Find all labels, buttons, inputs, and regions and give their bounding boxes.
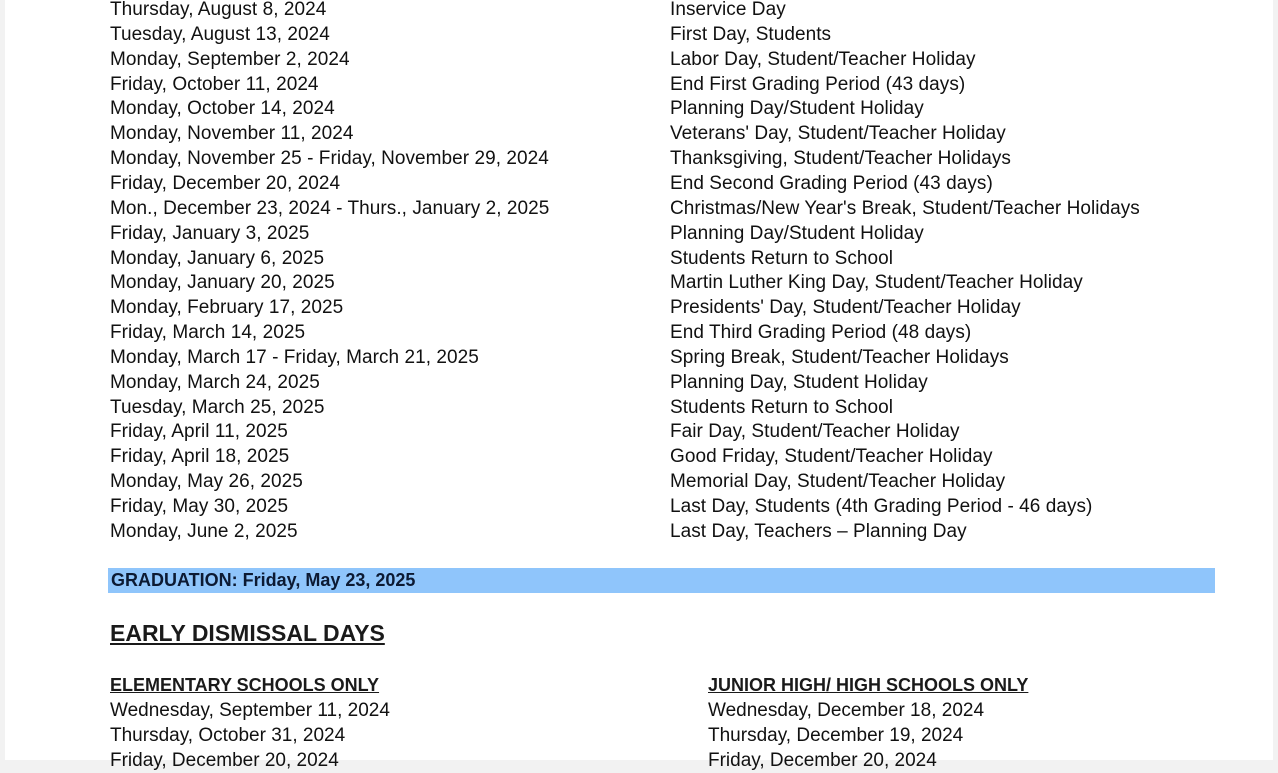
calendar-event: Fair Day, Student/Teacher Holiday: [670, 421, 960, 443]
calendar-date: Monday, March 24, 2025: [110, 371, 320, 393]
calendar-event: First Day, Students: [670, 23, 832, 45]
elementary-date: Wednesday, September 11, 2024: [110, 700, 390, 721]
calendar-event: Planning Day/Student Holiday: [670, 98, 924, 120]
calendar-date: Monday, November 11, 2024: [110, 123, 354, 145]
calendar-date: Friday, December 20, 2024: [110, 172, 341, 194]
calendar-date: Monday, October 14, 2024: [110, 98, 335, 120]
graduation-text: GRADUATION: Friday, May 23, 2025: [111, 570, 416, 590]
early-dismissal-title: EARLY DISMISSAL DAYS: [110, 620, 385, 646]
calendar-event: Last Day, Teachers – Planning Day: [670, 520, 967, 542]
calendar-event: Last Day, Students (4th Grading Period - 46 days): [670, 496, 1093, 517]
calendar-date: Tuesday, August 13, 2024: [110, 23, 330, 45]
calendar-event: Martin Luther King Day, Student/Teacher Holiday: [670, 272, 1083, 294]
calendar-date: Friday, April 11, 2025: [110, 421, 288, 443]
document-page: [5, 0, 1273, 771]
calendar-event: End First Grading Period (43 days): [670, 73, 966, 95]
elementary-heading: ELEMENTARY SCHOOLS ONLY: [110, 675, 380, 695]
graduation-highlight: [108, 568, 1215, 593]
calendar-date: Monday, January 20, 2025: [110, 272, 335, 294]
calendar-date: Tuesday, March 25, 2025: [110, 396, 325, 418]
calendar-event: Students Return to School: [670, 396, 894, 418]
calendar-date: Monday, March 17 - Friday, March 21, 2025: [110, 346, 479, 368]
secondary-date: Thursday, December 19, 2024: [708, 724, 964, 746]
calendar-date: Monday, November 25 - Friday, November 29, 2024: [110, 148, 549, 170]
calendar-date: Thursday, August 8, 2024: [110, 0, 327, 20]
secondary-heading: JUNIOR HIGH/ HIGH SCHOOLS ONLY: [708, 675, 1029, 695]
calendar-date: Monday, June 2, 2025: [110, 520, 298, 542]
calendar-date: Monday, January 6, 2025: [110, 247, 325, 269]
calendar-event: Veterans' Day, Student/Teacher Holiday: [670, 123, 1006, 145]
secondary-date: Wednesday, December 18, 2024: [708, 700, 985, 721]
calendar-event: Memorial Day, Student/Teacher Holiday: [670, 471, 1006, 493]
calendar-event: Students Return to School: [670, 247, 894, 269]
calendar-date: Friday, March 14, 2025: [110, 322, 306, 343]
calendar-event: Presidents' Day, Student/Teacher Holiday: [670, 297, 1021, 319]
calendar-event: End Second Grading Period (43 days): [670, 172, 993, 194]
calendar-event: Spring Break, Student/Teacher Holidays: [670, 346, 1009, 368]
calendar-event: Inservice Day: [670, 0, 786, 20]
calendar-event: Thanksgiving, Student/Teacher Holidays: [670, 148, 1011, 170]
calendar-event: End Third Grading Period (48 days): [670, 322, 972, 343]
calendar-event: Labor Day, Student/Teacher Holiday: [670, 48, 976, 70]
calendar-date: Mon., December 23, 2024 - Thurs., January 2, 2025: [110, 197, 550, 219]
calendar-event: Good Friday, Student/Teacher Holiday: [670, 446, 993, 468]
calendar-date: Friday, May 30, 2025: [110, 496, 289, 517]
calendar-date: Monday, September 2, 2024: [110, 48, 350, 70]
calendar-date: Friday, January 3, 2025: [110, 222, 310, 244]
calendar-date: Monday, May 26, 2025: [110, 471, 303, 493]
calendar-event: Planning Day, Student Holiday: [670, 371, 928, 393]
calendar-date: Friday, April 18, 2025: [110, 446, 290, 468]
calendar-event: Christmas/New Year's Break, Student/Teacher Holidays: [670, 197, 1140, 219]
elementary-date: Friday, December 20, 2024: [110, 749, 339, 771]
secondary-date: Friday, December 20, 2024: [708, 749, 937, 771]
calendar-date: Friday, October 11, 2024: [110, 73, 319, 95]
calendar-date: Monday, February 17, 2025: [110, 297, 344, 319]
elementary-date: Thursday, October 31, 2024: [110, 724, 346, 746]
calendar-event: Planning Day/Student Holiday: [670, 222, 924, 244]
